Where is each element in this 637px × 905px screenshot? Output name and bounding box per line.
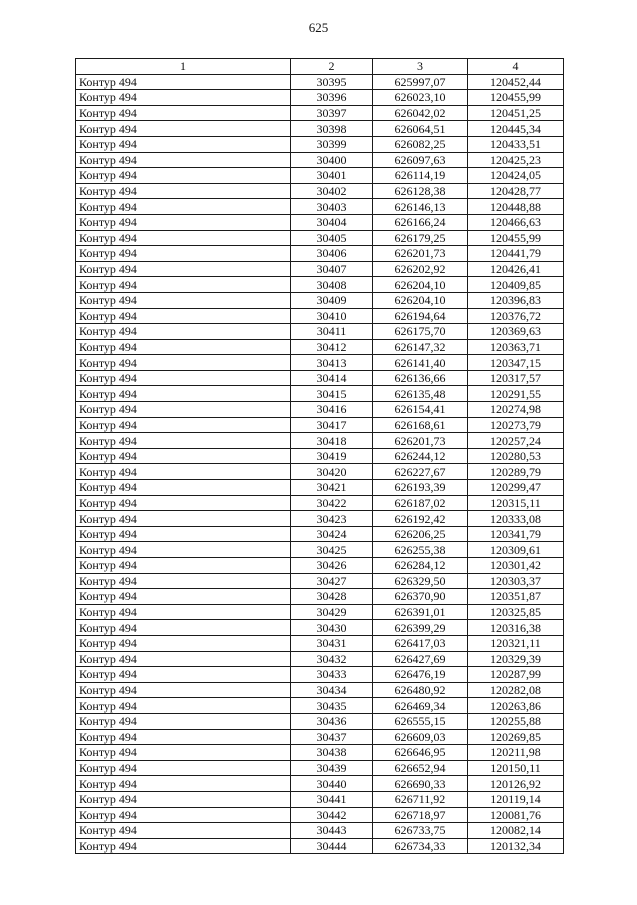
contour-name-cell: Контур 494 bbox=[76, 402, 291, 418]
x-coordinate-cell: 626609,03 bbox=[373, 729, 468, 745]
y-coordinate-cell: 120291,55 bbox=[468, 386, 564, 402]
contour-name-cell: Контур 494 bbox=[76, 324, 291, 340]
x-coordinate-cell: 626201,73 bbox=[373, 246, 468, 262]
point-number-cell: 30435 bbox=[291, 698, 373, 714]
table-row bbox=[76, 230, 564, 246]
point-number-cell: 30441 bbox=[291, 791, 373, 807]
point-number-cell: 30405 bbox=[291, 230, 373, 246]
contour-name-cell: Контур 494 bbox=[76, 604, 291, 620]
table-row bbox=[76, 464, 564, 480]
y-coordinate-cell: 120341,79 bbox=[468, 526, 564, 542]
y-coordinate-cell: 120289,79 bbox=[468, 464, 564, 480]
x-coordinate-cell: 626284,12 bbox=[373, 558, 468, 574]
contour-name-cell: Контур 494 bbox=[76, 183, 291, 199]
point-number-cell: 30417 bbox=[291, 417, 373, 433]
table-row bbox=[76, 199, 564, 215]
contour-name-cell: Контур 494 bbox=[76, 573, 291, 589]
y-coordinate-cell: 120424,05 bbox=[468, 168, 564, 184]
header-col-2: 2 bbox=[291, 59, 373, 75]
x-coordinate-cell: 626227,67 bbox=[373, 464, 468, 480]
y-coordinate-cell: 120126,92 bbox=[468, 776, 564, 792]
contour-name-cell: Контур 494 bbox=[76, 651, 291, 667]
x-coordinate-cell: 626711,92 bbox=[373, 791, 468, 807]
y-coordinate-cell: 120301,42 bbox=[468, 558, 564, 574]
point-number-cell: 30409 bbox=[291, 292, 373, 308]
point-number-cell: 30415 bbox=[291, 386, 373, 402]
table-row bbox=[76, 246, 564, 262]
table-row bbox=[76, 558, 564, 574]
table-row bbox=[76, 261, 564, 277]
x-coordinate-cell: 626194,64 bbox=[373, 308, 468, 324]
contour-name-cell: Контур 494 bbox=[76, 713, 291, 729]
contour-name-cell: Контур 494 bbox=[76, 199, 291, 215]
point-number-cell: 30425 bbox=[291, 542, 373, 558]
header-col-1: 1 bbox=[76, 59, 291, 75]
contour-name-cell: Контур 494 bbox=[76, 682, 291, 698]
x-coordinate-cell: 626202,92 bbox=[373, 261, 468, 277]
contour-name-cell: Контур 494 bbox=[76, 464, 291, 480]
contour-name-cell: Контур 494 bbox=[76, 791, 291, 807]
x-coordinate-cell: 626427,69 bbox=[373, 651, 468, 667]
contour-name-cell: Контур 494 bbox=[76, 168, 291, 184]
contour-name-cell: Контур 494 bbox=[76, 261, 291, 277]
contour-name-cell: Контур 494 bbox=[76, 386, 291, 402]
contour-name-cell: Контур 494 bbox=[76, 136, 291, 152]
table-row bbox=[76, 448, 564, 464]
x-coordinate-cell: 626734,33 bbox=[373, 838, 468, 854]
point-number-cell: 30431 bbox=[291, 635, 373, 651]
y-coordinate-cell: 120428,77 bbox=[468, 183, 564, 199]
table-row bbox=[76, 90, 564, 106]
point-number-cell: 30397 bbox=[291, 105, 373, 121]
y-coordinate-cell: 120280,53 bbox=[468, 448, 564, 464]
table-row bbox=[76, 511, 564, 527]
table-header bbox=[76, 59, 564, 75]
contour-name-cell: Контур 494 bbox=[76, 495, 291, 511]
y-coordinate-cell: 120274,98 bbox=[468, 402, 564, 418]
point-number-cell: 30400 bbox=[291, 152, 373, 168]
point-number-cell: 30398 bbox=[291, 121, 373, 137]
x-coordinate-cell: 626555,15 bbox=[373, 713, 468, 729]
x-coordinate-cell: 626399,29 bbox=[373, 620, 468, 636]
table-row bbox=[76, 698, 564, 714]
y-coordinate-cell: 120425,23 bbox=[468, 152, 564, 168]
contour-name-cell: Контур 494 bbox=[76, 230, 291, 246]
point-number-cell: 30423 bbox=[291, 511, 373, 527]
y-coordinate-cell: 120309,61 bbox=[468, 542, 564, 558]
table-row bbox=[76, 729, 564, 745]
point-number-cell: 30428 bbox=[291, 589, 373, 605]
contour-name-cell: Контур 494 bbox=[76, 838, 291, 854]
x-coordinate-cell: 626141,40 bbox=[373, 355, 468, 371]
x-coordinate-cell: 626652,94 bbox=[373, 760, 468, 776]
contour-name-cell: Контур 494 bbox=[76, 105, 291, 121]
x-coordinate-cell: 626733,75 bbox=[373, 823, 468, 839]
contour-name-cell: Контур 494 bbox=[76, 589, 291, 605]
table-row bbox=[76, 308, 564, 324]
contour-name-cell: Контур 494 bbox=[76, 292, 291, 308]
table-row bbox=[76, 370, 564, 386]
y-coordinate-cell: 120409,85 bbox=[468, 277, 564, 293]
page-number: 625 bbox=[308, 20, 329, 35]
table-row bbox=[76, 136, 564, 152]
table-row bbox=[76, 573, 564, 589]
x-coordinate-cell: 626255,38 bbox=[373, 542, 468, 558]
contour-name-cell: Контур 494 bbox=[76, 448, 291, 464]
y-coordinate-cell: 120321,11 bbox=[468, 635, 564, 651]
point-number-cell: 30403 bbox=[291, 199, 373, 215]
point-number-cell: 30443 bbox=[291, 823, 373, 839]
x-coordinate-cell: 626690,33 bbox=[373, 776, 468, 792]
point-number-cell: 30427 bbox=[291, 573, 373, 589]
y-coordinate-cell: 120263,86 bbox=[468, 698, 564, 714]
table-row bbox=[76, 152, 564, 168]
point-number-cell: 30404 bbox=[291, 214, 373, 230]
contour-name-cell: Контур 494 bbox=[76, 277, 291, 293]
x-coordinate-cell: 626042,02 bbox=[373, 105, 468, 121]
point-number-cell: 30426 bbox=[291, 558, 373, 574]
x-coordinate-cell: 626193,39 bbox=[373, 480, 468, 496]
table-row bbox=[76, 682, 564, 698]
x-coordinate-cell: 626646,95 bbox=[373, 745, 468, 761]
y-coordinate-cell: 120211,98 bbox=[468, 745, 564, 761]
contour-name-cell: Контур 494 bbox=[76, 760, 291, 776]
x-coordinate-cell: 625997,07 bbox=[373, 74, 468, 90]
x-coordinate-cell: 626082,25 bbox=[373, 136, 468, 152]
x-coordinate-cell: 626135,48 bbox=[373, 386, 468, 402]
table-row bbox=[76, 635, 564, 651]
x-coordinate-cell: 626114,19 bbox=[373, 168, 468, 184]
contour-name-cell: Контур 494 bbox=[76, 635, 291, 651]
point-number-cell: 30421 bbox=[291, 480, 373, 496]
table-row bbox=[76, 667, 564, 683]
point-number-cell: 30412 bbox=[291, 339, 373, 355]
table-row bbox=[76, 121, 564, 137]
table-row bbox=[76, 838, 564, 854]
table-row bbox=[76, 760, 564, 776]
y-coordinate-cell: 120150,11 bbox=[468, 760, 564, 776]
table-row bbox=[76, 74, 564, 90]
x-coordinate-cell: 626204,10 bbox=[373, 277, 468, 293]
table-row bbox=[76, 526, 564, 542]
point-number-cell: 30407 bbox=[291, 261, 373, 277]
point-number-cell: 30442 bbox=[291, 807, 373, 823]
table-row bbox=[76, 214, 564, 230]
x-coordinate-cell: 626476,19 bbox=[373, 667, 468, 683]
x-coordinate-cell: 626370,90 bbox=[373, 589, 468, 605]
point-number-cell: 30439 bbox=[291, 760, 373, 776]
table-row bbox=[76, 713, 564, 729]
contour-name-cell: Контур 494 bbox=[76, 152, 291, 168]
table-row bbox=[76, 495, 564, 511]
point-number-cell: 30429 bbox=[291, 604, 373, 620]
x-coordinate-cell: 626201,73 bbox=[373, 433, 468, 449]
y-coordinate-cell: 120257,24 bbox=[468, 433, 564, 449]
x-coordinate-cell: 626206,25 bbox=[373, 526, 468, 542]
y-coordinate-cell: 120273,79 bbox=[468, 417, 564, 433]
y-coordinate-cell: 120455,99 bbox=[468, 90, 564, 106]
header-col-4: 4 bbox=[468, 59, 564, 75]
x-coordinate-cell: 626146,13 bbox=[373, 199, 468, 215]
point-number-cell: 30411 bbox=[291, 324, 373, 340]
x-coordinate-cell: 626175,70 bbox=[373, 324, 468, 340]
x-coordinate-cell: 626244,12 bbox=[373, 448, 468, 464]
y-coordinate-cell: 120303,37 bbox=[468, 573, 564, 589]
x-coordinate-cell: 626154,41 bbox=[373, 402, 468, 418]
point-number-cell: 30410 bbox=[291, 308, 373, 324]
x-coordinate-cell: 626329,50 bbox=[373, 573, 468, 589]
y-coordinate-cell: 120351,87 bbox=[468, 589, 564, 605]
y-coordinate-cell: 120081,76 bbox=[468, 807, 564, 823]
point-number-cell: 30440 bbox=[291, 776, 373, 792]
point-number-cell: 30437 bbox=[291, 729, 373, 745]
contour-name-cell: Контур 494 bbox=[76, 807, 291, 823]
point-number-cell: 30413 bbox=[291, 355, 373, 371]
contour-name-cell: Контур 494 bbox=[76, 308, 291, 324]
y-coordinate-cell: 120441,79 bbox=[468, 246, 564, 262]
contour-name-cell: Контур 494 bbox=[76, 90, 291, 106]
y-coordinate-cell: 120119,14 bbox=[468, 791, 564, 807]
x-coordinate-cell: 626023,10 bbox=[373, 90, 468, 106]
y-coordinate-cell: 120316,38 bbox=[468, 620, 564, 636]
y-coordinate-cell: 120269,85 bbox=[468, 729, 564, 745]
y-coordinate-cell: 120433,51 bbox=[468, 136, 564, 152]
contour-name-cell: Контур 494 bbox=[76, 745, 291, 761]
x-coordinate-cell: 626097,63 bbox=[373, 152, 468, 168]
table-row bbox=[76, 776, 564, 792]
table-row bbox=[76, 386, 564, 402]
contour-name-cell: Контур 494 bbox=[76, 511, 291, 527]
table-row bbox=[76, 620, 564, 636]
y-coordinate-cell: 120255,88 bbox=[468, 713, 564, 729]
y-coordinate-cell: 120426,41 bbox=[468, 261, 564, 277]
contour-name-cell: Контур 494 bbox=[76, 620, 291, 636]
x-coordinate-cell: 626391,01 bbox=[373, 604, 468, 620]
y-coordinate-cell: 120282,08 bbox=[468, 682, 564, 698]
x-coordinate-cell: 626204,10 bbox=[373, 292, 468, 308]
x-coordinate-cell: 626718,97 bbox=[373, 807, 468, 823]
table-row bbox=[76, 168, 564, 184]
contour-name-cell: Контур 494 bbox=[76, 246, 291, 262]
table-row bbox=[76, 604, 564, 620]
contour-name-cell: Контур 494 bbox=[76, 558, 291, 574]
point-number-cell: 30433 bbox=[291, 667, 373, 683]
contour-name-cell: Контур 494 bbox=[76, 542, 291, 558]
point-number-cell: 30396 bbox=[291, 90, 373, 106]
point-number-cell: 30402 bbox=[291, 183, 373, 199]
y-coordinate-cell: 120466,63 bbox=[468, 214, 564, 230]
x-coordinate-cell: 626417,03 bbox=[373, 635, 468, 651]
point-number-cell: 30408 bbox=[291, 277, 373, 293]
contour-name-cell: Контур 494 bbox=[76, 480, 291, 496]
table-row bbox=[76, 183, 564, 199]
point-number-cell: 30414 bbox=[291, 370, 373, 386]
y-coordinate-cell: 120299,47 bbox=[468, 480, 564, 496]
x-coordinate-cell: 626166,24 bbox=[373, 214, 468, 230]
contour-name-cell: Контур 494 bbox=[76, 526, 291, 542]
contour-name-cell: Контур 494 bbox=[76, 776, 291, 792]
contour-name-cell: Контур 494 bbox=[76, 823, 291, 839]
contour-name-cell: Контур 494 bbox=[76, 214, 291, 230]
table-row bbox=[76, 791, 564, 807]
point-number-cell: 30420 bbox=[291, 464, 373, 480]
table-row bbox=[76, 542, 564, 558]
x-coordinate-cell: 626192,42 bbox=[373, 511, 468, 527]
table-row bbox=[76, 823, 564, 839]
table-row bbox=[76, 355, 564, 371]
y-coordinate-cell: 120448,88 bbox=[468, 199, 564, 215]
point-number-cell: 30434 bbox=[291, 682, 373, 698]
y-coordinate-cell: 120369,63 bbox=[468, 324, 564, 340]
y-coordinate-cell: 120455,99 bbox=[468, 230, 564, 246]
x-coordinate-cell: 626179,25 bbox=[373, 230, 468, 246]
contour-name-cell: Контур 494 bbox=[76, 339, 291, 355]
contour-name-cell: Контур 494 bbox=[76, 417, 291, 433]
contour-name-cell: Контур 494 bbox=[76, 121, 291, 137]
table-row bbox=[76, 417, 564, 433]
header-row bbox=[76, 59, 564, 75]
table-row bbox=[76, 292, 564, 308]
point-number-cell: 30401 bbox=[291, 168, 373, 184]
y-coordinate-cell: 120452,44 bbox=[468, 74, 564, 90]
point-number-cell: 30416 bbox=[291, 402, 373, 418]
y-coordinate-cell: 120333,08 bbox=[468, 511, 564, 527]
point-number-cell: 30399 bbox=[291, 136, 373, 152]
contour-name-cell: Контур 494 bbox=[76, 74, 291, 90]
table-row bbox=[76, 339, 564, 355]
point-number-cell: 30406 bbox=[291, 246, 373, 262]
table-row bbox=[76, 480, 564, 496]
point-number-cell: 30422 bbox=[291, 495, 373, 511]
contour-name-cell: Контур 494 bbox=[76, 698, 291, 714]
y-coordinate-cell: 120451,25 bbox=[468, 105, 564, 121]
table-row bbox=[76, 105, 564, 121]
header-col-3: 3 bbox=[373, 59, 468, 75]
y-coordinate-cell: 120315,11 bbox=[468, 495, 564, 511]
y-coordinate-cell: 120376,72 bbox=[468, 308, 564, 324]
coordinates-table bbox=[75, 58, 564, 854]
point-number-cell: 30395 bbox=[291, 74, 373, 90]
y-coordinate-cell: 120363,71 bbox=[468, 339, 564, 355]
point-number-cell: 30432 bbox=[291, 651, 373, 667]
y-coordinate-cell: 120325,85 bbox=[468, 604, 564, 620]
x-coordinate-cell: 626128,38 bbox=[373, 183, 468, 199]
point-number-cell: 30438 bbox=[291, 745, 373, 761]
y-coordinate-cell: 120396,83 bbox=[468, 292, 564, 308]
y-coordinate-cell: 120445,34 bbox=[468, 121, 564, 137]
table-row bbox=[76, 589, 564, 605]
point-number-cell: 30418 bbox=[291, 433, 373, 449]
table-row bbox=[76, 745, 564, 761]
contour-name-cell: Контур 494 bbox=[76, 729, 291, 745]
x-coordinate-cell: 626064,51 bbox=[373, 121, 468, 137]
x-coordinate-cell: 626136,66 bbox=[373, 370, 468, 386]
x-coordinate-cell: 626147,32 bbox=[373, 339, 468, 355]
point-number-cell: 30444 bbox=[291, 838, 373, 854]
x-coordinate-cell: 626480,92 bbox=[373, 682, 468, 698]
x-coordinate-cell: 626469,34 bbox=[373, 698, 468, 714]
point-number-cell: 30436 bbox=[291, 713, 373, 729]
contour-name-cell: Контур 494 bbox=[76, 370, 291, 386]
y-coordinate-cell: 120347,15 bbox=[468, 355, 564, 371]
y-coordinate-cell: 120317,57 bbox=[468, 370, 564, 386]
contour-name-cell: Контур 494 bbox=[76, 433, 291, 449]
x-coordinate-cell: 626168,61 bbox=[373, 417, 468, 433]
y-coordinate-cell: 120082,14 bbox=[468, 823, 564, 839]
point-number-cell: 30424 bbox=[291, 526, 373, 542]
table-row bbox=[76, 651, 564, 667]
y-coordinate-cell: 120287,99 bbox=[468, 667, 564, 683]
table-row bbox=[76, 324, 564, 340]
table-row bbox=[76, 277, 564, 293]
y-coordinate-cell: 120329,39 bbox=[468, 651, 564, 667]
contour-name-cell: Контур 494 bbox=[76, 355, 291, 371]
table-row bbox=[76, 433, 564, 449]
table-row bbox=[76, 402, 564, 418]
table-row bbox=[76, 807, 564, 823]
point-number-cell: 30430 bbox=[291, 620, 373, 636]
contour-name-cell: Контур 494 bbox=[76, 667, 291, 683]
table-body bbox=[76, 74, 564, 854]
y-coordinate-cell: 120132,34 bbox=[468, 838, 564, 854]
point-number-cell: 30419 bbox=[291, 448, 373, 464]
x-coordinate-cell: 626187,02 bbox=[373, 495, 468, 511]
